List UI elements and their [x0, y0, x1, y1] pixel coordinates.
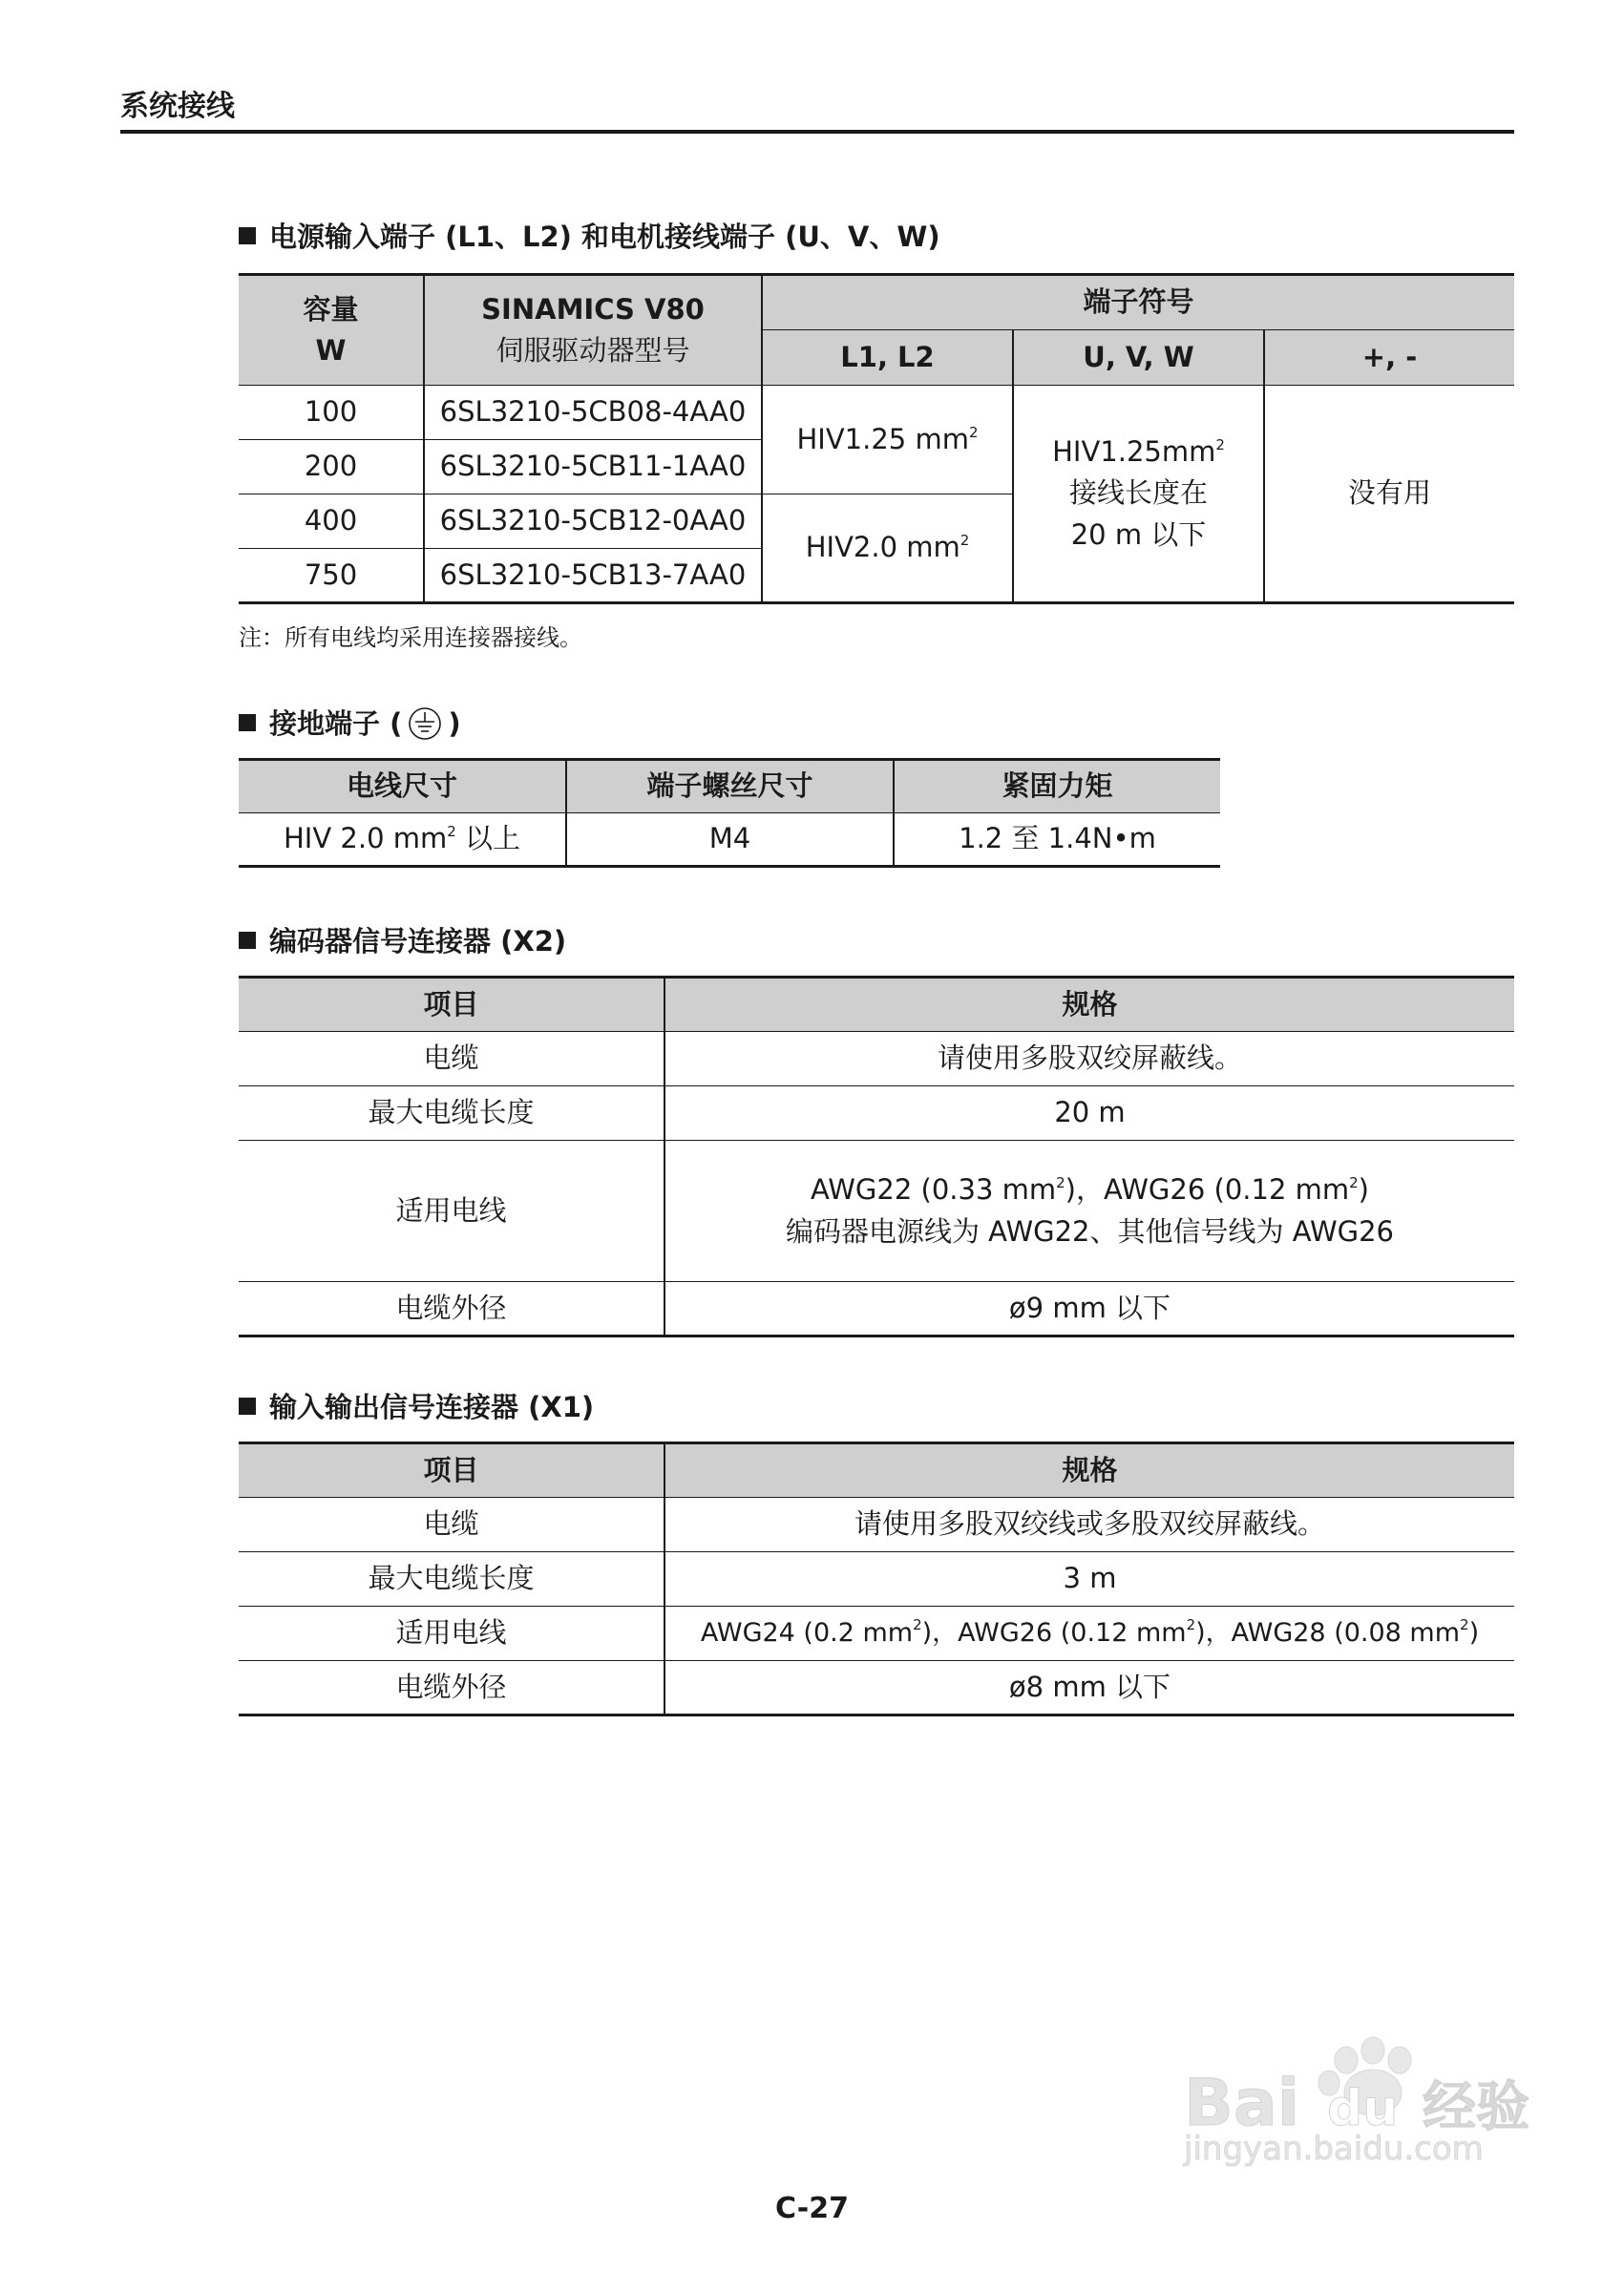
- header-l1l2: L1, L2: [762, 330, 1013, 386]
- spec-cell: 3 m: [664, 1552, 1514, 1607]
- table-row: [239, 1141, 1514, 1282]
- table-row: [239, 1282, 1514, 1336]
- l1l2-wire-cell: HIV2.0 $mm^2$: [762, 495, 1013, 603]
- io-connector-table: [239, 1442, 1514, 1716]
- table-row: [239, 1661, 1514, 1715]
- ground-terminal-table: [239, 758, 1220, 868]
- spec-cell: ø9 mm 以下: [664, 1282, 1514, 1336]
- section-title-io-connector: 输入输出信号连接器 (X1): [239, 1386, 594, 1425]
- item-cell: 电缆外径: [239, 1282, 664, 1336]
- bullet-square-icon: [239, 714, 256, 731]
- page-number: C-27: [775, 2192, 849, 2225]
- section-title-ground-terminal: 接地端子 ( ): [239, 703, 461, 747]
- capacity-cell: 200: [239, 440, 424, 495]
- capacity-cell: 400: [239, 495, 424, 549]
- model-cell: 6SL3210-5CB13-7AA0: [424, 549, 762, 603]
- header-plus-minus: +, -: [1264, 330, 1514, 386]
- power-terminal-table: [239, 273, 1514, 604]
- section-title-power-terminals: 电源输入端子 (L1、L2) 和电机接线端子 (U、V、W): [239, 216, 940, 255]
- table-row: [239, 1086, 1514, 1141]
- item-cell: 电缆: [239, 1498, 664, 1552]
- table-row: [239, 386, 1514, 440]
- bullet-square-icon: [239, 1398, 256, 1415]
- item-cell: 最大电缆长度: [239, 1552, 664, 1607]
- spec-cell: AWG24 (0.2 $mm^2$)，AWG26 (0.12 $mm^2$)，AWG28 (0.08 $mm^2$): [664, 1607, 1514, 1661]
- spec-cell: 请使用多股双绞线或多股双绞屏蔽线。: [664, 1498, 1514, 1552]
- header-capacity: 容量 W: [239, 275, 424, 386]
- header-screw-size: 端子螺丝尺寸: [566, 760, 894, 813]
- section-title-encoder-connector: 编码器信号连接器 (X2): [239, 920, 566, 959]
- item-cell: 适用电线: [239, 1607, 664, 1661]
- table-row: [239, 1607, 1514, 1661]
- spec-cell: 请使用多股双绞屏蔽线。: [664, 1032, 1514, 1086]
- model-cell: 6SL3210-5CB11-1AA0: [424, 440, 762, 495]
- watermark-bai: Bai: [1184, 2066, 1300, 2141]
- header-wire-size: 电线尺寸: [239, 760, 566, 813]
- baidu-watermark: [1165, 2033, 1566, 2167]
- table-row: [239, 1498, 1514, 1552]
- item-cell: 电缆: [239, 1032, 664, 1086]
- header-item: 项目: [239, 1443, 664, 1498]
- table-row: [239, 1552, 1514, 1607]
- header-item: 项目: [239, 978, 664, 1032]
- l1l2-wire-cell: HIV1.25 $mm^2$: [762, 386, 1013, 495]
- ground-symbol-icon: [408, 706, 442, 747]
- header-torque: 紧固力矩: [894, 760, 1220, 813]
- screw-size-cell: M4: [566, 813, 894, 867]
- header-model: SINAMICS V80 伺服驱动器型号: [424, 275, 762, 386]
- spec-cell: 20 m: [664, 1086, 1514, 1141]
- wire-size-cell: HIV 2.0 $mm^2$ 以上: [239, 813, 566, 867]
- table-note: 注：所有电线均采用连接器接线。: [239, 624, 582, 651]
- torque-cell: 1.2 至 1.4N•m: [894, 813, 1220, 867]
- spec-cell: AWG22 (0.33 $mm^2$)，AWG26 (0.12 $mm^2$) 编码器电源线为 AWG22、其他信号线为 AWG26: [664, 1141, 1514, 1282]
- header-divider: [120, 130, 1514, 134]
- plus-minus-cell: 没有用: [1264, 386, 1514, 603]
- watermark-url: jingyan.baidu.com: [1184, 2130, 1484, 2167]
- uvw-wire-cell: $HIV1.25mm^2$ 接线长度在 20 m 以下: [1013, 386, 1264, 603]
- bullet-square-icon: [239, 932, 256, 949]
- capacity-cell: 750: [239, 549, 424, 603]
- spec-cell: ø8 mm 以下: [664, 1661, 1514, 1715]
- item-cell: 适用电线: [239, 1141, 664, 1282]
- table-row: [239, 1032, 1514, 1086]
- item-cell: 最大电缆长度: [239, 1086, 664, 1141]
- capacity-cell: 100: [239, 386, 424, 440]
- header-spec: 规格: [664, 978, 1514, 1032]
- header-terminal-symbol: 端子符号: [762, 275, 1514, 330]
- item-cell: 电缆外径: [239, 1661, 664, 1715]
- watermark-du: du: [1327, 2080, 1399, 2137]
- header-uvw: U, V, W: [1013, 330, 1264, 386]
- encoder-connector-table: [239, 976, 1514, 1337]
- watermark-jingyan: 经验: [1423, 2076, 1529, 2138]
- bullet-square-icon: [239, 227, 256, 244]
- header-spec: 规格: [664, 1443, 1514, 1498]
- table-row: [239, 813, 1220, 867]
- page-header-title: 系统接线: [120, 90, 235, 123]
- model-cell: 6SL3210-5CB08-4AA0: [424, 386, 762, 440]
- model-cell: 6SL3210-5CB12-0AA0: [424, 495, 762, 549]
